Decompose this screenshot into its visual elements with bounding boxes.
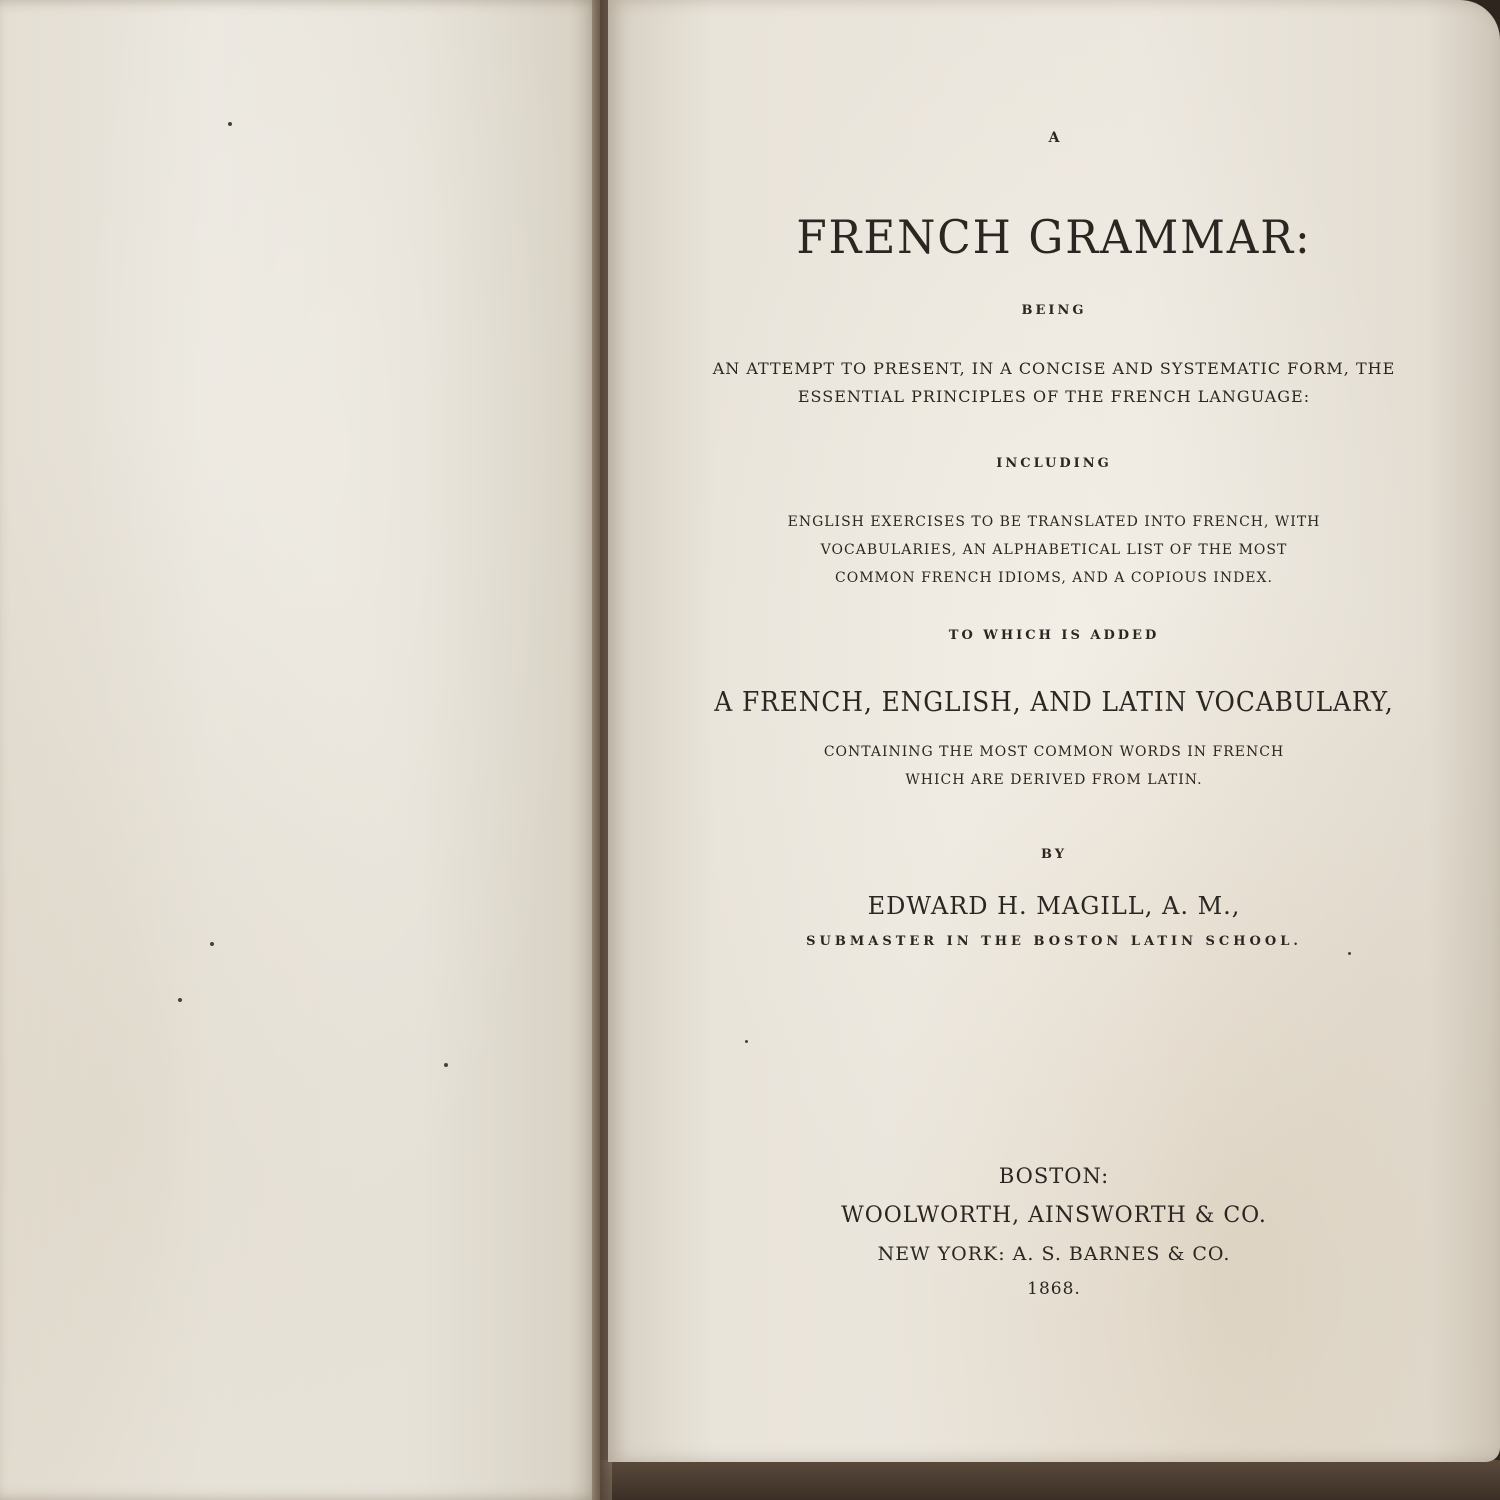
left-blank-page [0, 0, 600, 1500]
attempt-line: AN ATTEMPT TO PRESENT, IN A CONCISE AND SYSTEMATIC FORM, THE [712, 359, 1396, 378]
exercises-line: VOCABULARIES, AN ALPHABETICAL LIST OF THE MOST [820, 542, 1288, 558]
foxing-spot [1348, 952, 1351, 955]
imprint-city: BOSTON: [998, 1164, 1110, 1188]
vocabulary-title: A FRENCH, ENGLISH, AND LATIN VOCABULARY, [714, 687, 1394, 718]
by-label: BY [1040, 847, 1068, 862]
publication-year: 1868. [1027, 1279, 1081, 1299]
attempt-paragraph [608, 355, 1500, 411]
foxing-spot [178, 998, 182, 1002]
containing-line: CONTAINING THE MOST COMMON WORDS IN FRENCH [823, 744, 1285, 760]
foxing-spot [210, 942, 214, 946]
exercises-paragraph [608, 508, 1500, 592]
attempt-line: ESSENTIAL PRINCIPLES OF THE FRENCH LANGUAGE: [797, 387, 1311, 406]
exercises-line: COMMON FRENCH IDIOMS, AND A COPIOUS INDEX. [835, 570, 1273, 586]
publisher-new-york: NEW YORK: A. S. BARNES & CO. [877, 1243, 1231, 1265]
containing-paragraph [608, 738, 1500, 794]
foxing-spot [228, 122, 232, 126]
book-title: FRENCH GRAMMAR: [796, 210, 1312, 264]
foxing-spot [745, 1040, 748, 1043]
title-page [608, 0, 1500, 1462]
being-label: BEING [1021, 303, 1087, 318]
foxing-spot [444, 1063, 448, 1067]
author-position: SUBMASTER IN THE BOSTON LATIN SCHOOL. [806, 934, 1302, 949]
containing-line: WHICH ARE DERIVED FROM LATIN. [905, 772, 1203, 788]
to-which-added-label: TO WHICH IS ADDED [948, 628, 1160, 643]
author-name: EDWARD H. MAGILL, A. M., [867, 892, 1241, 920]
exercises-line: ENGLISH EXERCISES TO BE TRANSLATED INTO FRENCH, WITH [787, 514, 1321, 530]
including-label: INCLUDING [996, 456, 1112, 471]
title-article: A [1048, 130, 1060, 146]
publisher-name: WOOLWORTH, AINSWORTH & CO. [841, 1203, 1267, 1228]
